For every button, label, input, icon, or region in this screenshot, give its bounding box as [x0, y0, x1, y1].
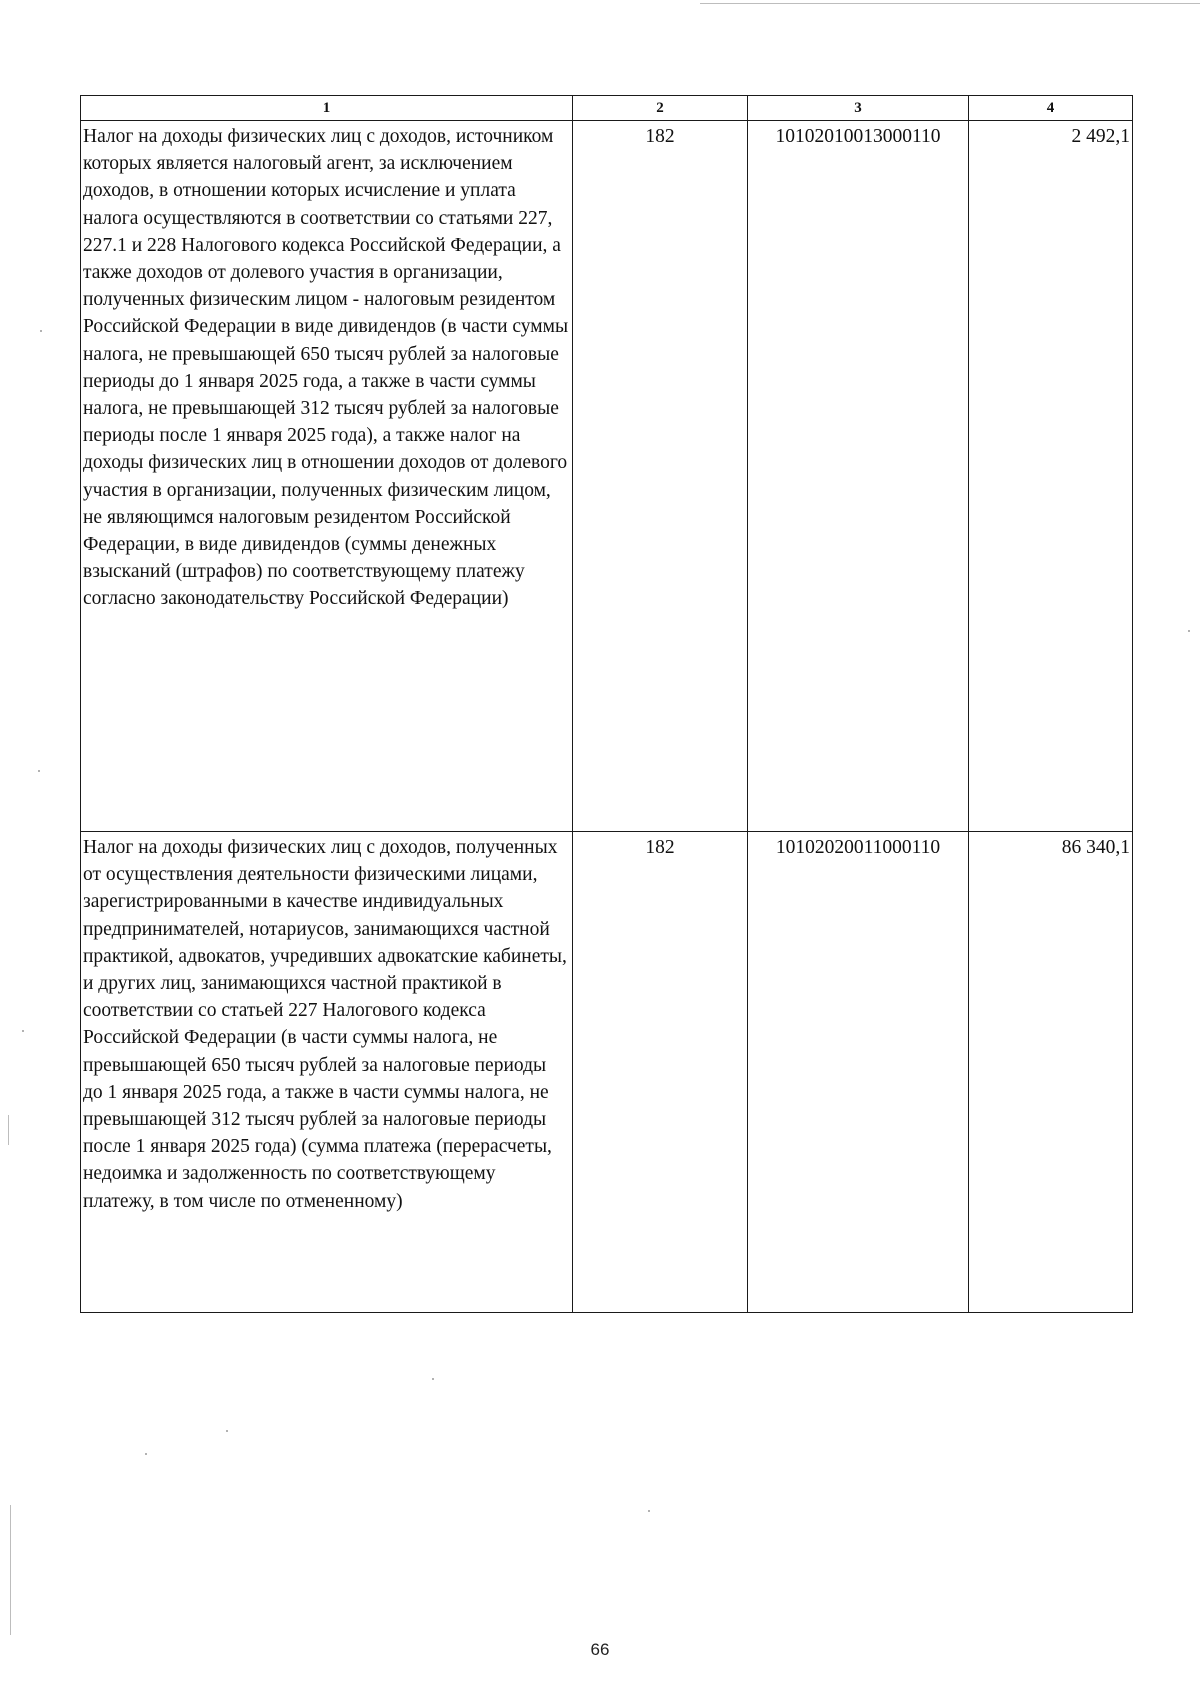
scan-artifact-dot — [648, 1510, 650, 1512]
row-kbk-code: 10102010013000110 — [748, 121, 969, 832]
column-header-1: 1 — [81, 96, 573, 121]
table-header-row — [81, 96, 1133, 121]
scan-artifact-dot — [1188, 630, 1190, 632]
row-description: Налог на доходы физических лиц с доходов, полученных от осуществления деятельности физическими лицами, зарегистрированными в качестве индивидуальных предпринимателей, нотариусов, занимающихся частной практикой, адвокатов, учредивших адвокатские кабинеты, и других лиц, занимающихся частной практикой в соответствии со статьей 227 Налогового кодекса Российской Федерации (в части суммы налога, не превышающей 650 тысяч рублей за налоговые периоды до 1 января 2025 года, а также в части суммы налога, не превышающей 312 тысяч рублей за налоговые периоды после 1 января 2025 года) (сумма платежа (перерасчеты, недоимка и задолженность по соответствующему платежу, в том числе по отмененному) — [81, 832, 573, 1313]
scan-artifact-dot — [22, 1030, 24, 1032]
row-amount: 2 492,1 — [969, 121, 1133, 832]
row-admin-code: 182 — [573, 832, 748, 1313]
scan-artifact-dot — [145, 1453, 147, 1455]
column-header-4: 4 — [969, 96, 1133, 121]
table-row — [81, 121, 1133, 832]
column-header-3: 3 — [748, 96, 969, 121]
row-kbk-code: 10102020011000110 — [748, 832, 969, 1313]
row-admin-code: 182 — [573, 121, 748, 832]
scan-artifact-top-rule — [700, 3, 1200, 4]
scan-artifact-dot — [226, 1430, 228, 1432]
page-number: 66 — [590, 1640, 610, 1659]
budget-revenue-table — [80, 95, 1133, 1313]
scan-artifact-left-edge-upper — [8, 1115, 9, 1145]
scan-artifact-dot — [38, 770, 40, 772]
scan-artifact-dot — [40, 330, 42, 332]
table-row — [81, 832, 1133, 1313]
row-description: Налог на доходы физических лиц с доходов, источником которых является налоговый агент, за исключением доходов, в отношении которых исчисление и уплата налога осуществляются в соответствии со статьями 227, 227.1 и 228 Налогового кодекса Российской Федерации, а также доходов от долевого участия в организации, полученных физическим лицом - налоговым резидентом Российской Федерации в виде дивидендов (в части суммы налога, не превышающей 650 тысяч рублей за налоговые периоды до 1 января 2025 года, а также в части суммы налога, не превышающей 312 тысяч рублей за налоговые периоды после 1 января 2025 года), а также налог на доходы физических лиц в отношении доходов от долевого участия в организации, полученных физическим лицом, не являющимся налоговым резидентом Российской Федерации, в виде дивидендов (суммы денежных взысканий (штрафов) по соответствующему платежу согласно законодательству Российской Федерации) — [81, 121, 573, 832]
column-header-2: 2 — [573, 96, 748, 121]
scan-artifact-dot — [432, 1378, 434, 1380]
scan-artifact-left-edge — [10, 1505, 11, 1635]
row-amount: 86 340,1 — [969, 832, 1133, 1313]
